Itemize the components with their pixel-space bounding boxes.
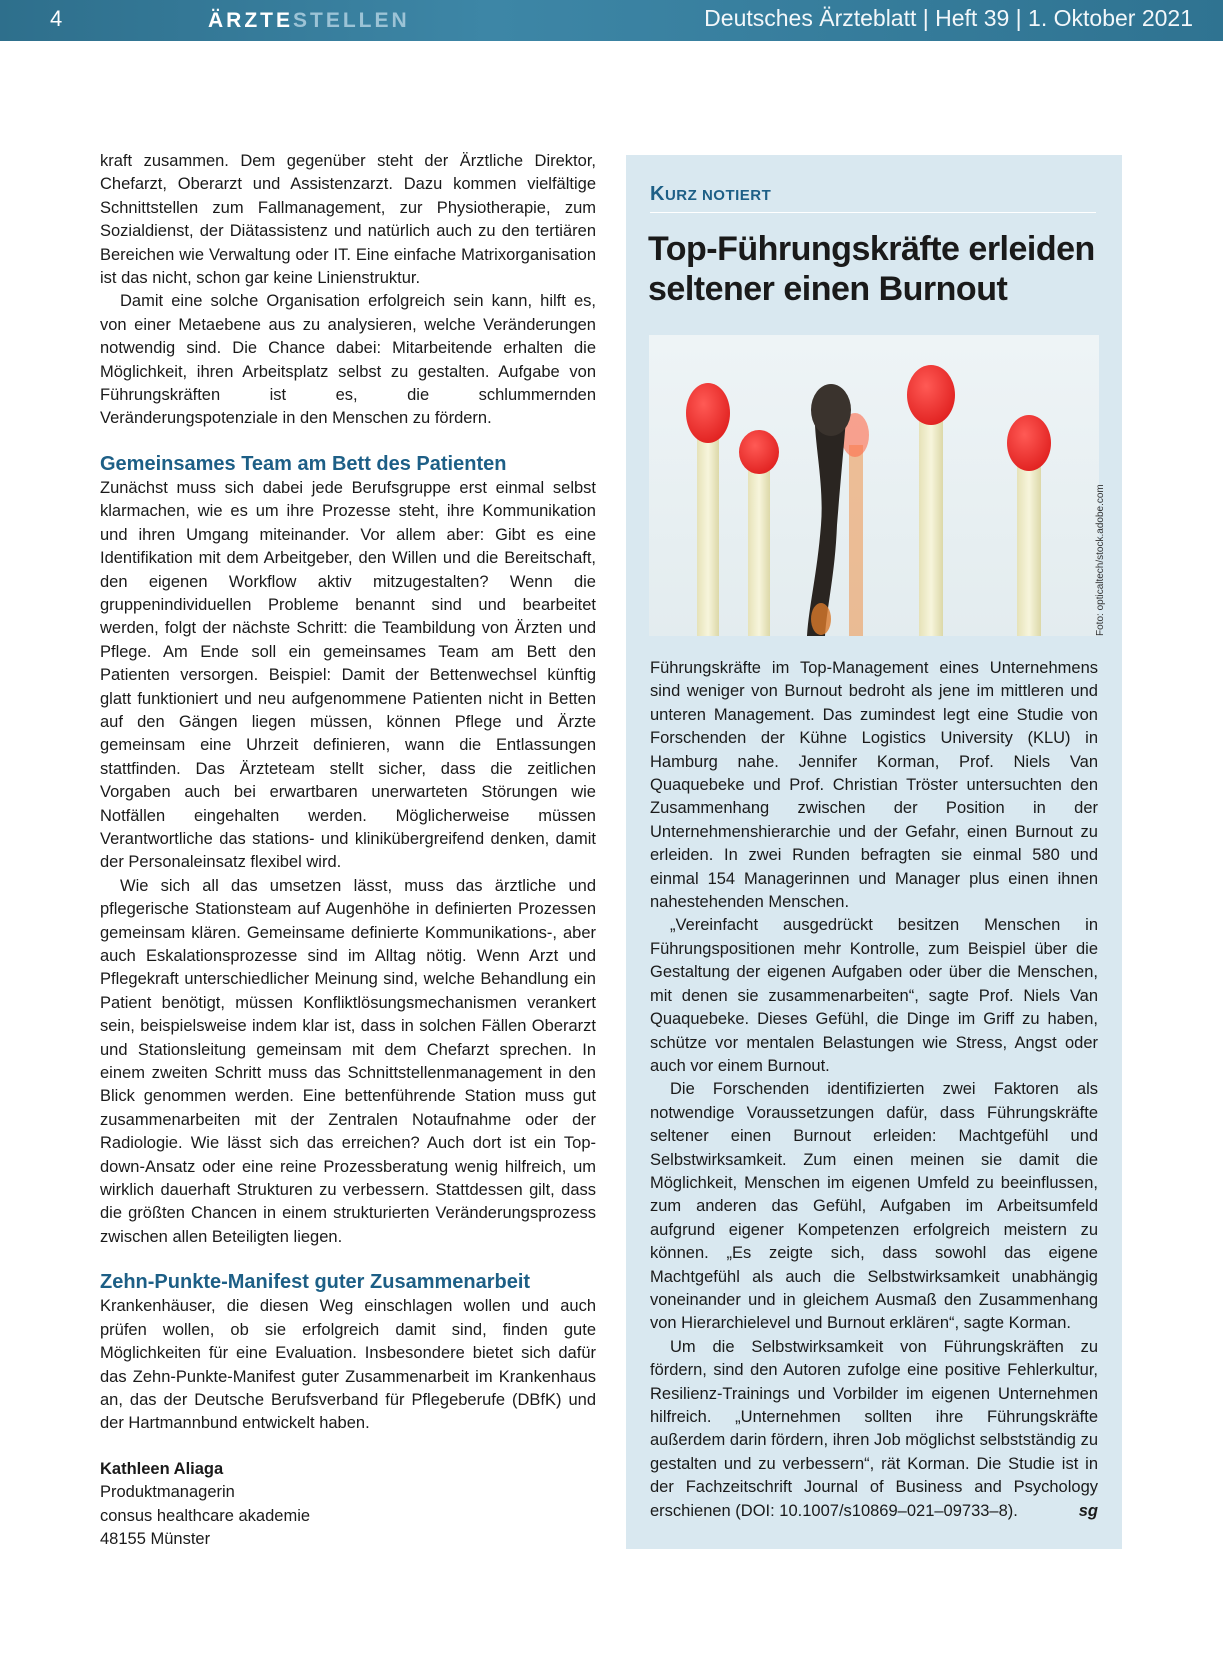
author-signature: sg	[1078, 1501, 1098, 1520]
author-city: 48155 Münster	[100, 1529, 211, 1548]
section-logo-part-a: ÄRZTE	[208, 9, 293, 32]
box-kicker	[650, 183, 1096, 213]
subheading: Gemeinsames Team am Bett des Patienten	[100, 452, 507, 475]
article-paragraph: Wie sich all das umsetzen lässt, muss das ärztliche und pflegerische Stationsteam auf Augenhöhe in definierten Prozessen gemeinsam klären. Gemeinsame definierte Kommunikations-, aber auch Eskalationsprozesse sind im Alltag nötig. Wenn Arzt und Pflegekraft unterschiedlicher Meinung sind, welche Behandlung ein Patient benötigt, müssen Konfliktlösungsmechanismen verankert sein, beispielsweise indem klar ist, dass in solchen Fällen Oberarzt und Stationsleitung gemeinsam mit dem Chefarzt sprechen. In einem zweiten Schritt muss das Schnittstellenmanagement in den Blick genommen werden. Eine bettenführende Station muss gut zusammenarbeiten mit der Zentralen Notaufnahme oder der Radiologie. Wie lässt sich das erreichen? Auch dort ist ein Top-down-Ansatz oder eine reine Prozessberatung wenig hilfreich, um wirklich dauerhaft Strukturen zu verbessern. Stattdessen gilt, dass die größten Chancen in einem strukturierten Veränderungsprozess zwischen allen Beteiligten liegen.	[100, 876, 596, 1246]
author-name: Kathleen Aliaga	[100, 1459, 224, 1478]
section-logo	[208, 9, 410, 33]
box-headline: Top-Führungskräfte erleiden seltener einen Burnout	[648, 230, 1095, 308]
sidebar-box	[626, 155, 1122, 1549]
journal-issue: Deutsches Ärzteblatt | Heft 39 | 1. Oktober 2021	[704, 5, 1193, 31]
kicker-rest: URZ NOTIERT	[664, 187, 772, 204]
author-block	[100, 1458, 596, 1552]
matches-illustration	[649, 335, 1099, 636]
box-paragraph-text: Um die Selbstwirksamkeit von Führungskräften zu fördern, sind den Autoren zufolge eine positive Fehlerkultur, Resilienz-Trainings und Vorbilder im eigenen Unternehmen hilfreich. „Unternehmen sollten ihre Führungskräfte außerdem darin fördern, ihren Job möglichst selbstständig zu gestalten und zu verbessern“, rät Korman. Die Studie ist in der Fachzeitschrift Journal of Business and Psychology erschienen (DOI: 10.1007/s10869–021–09733–8).	[650, 1337, 1098, 1520]
section-logo-part-b: STELLEN	[293, 9, 410, 32]
author-organization: consus healthcare akademie	[100, 1506, 311, 1525]
article-paragraph: Zunächst muss sich dabei jede Berufsgruppe erst einmal selbst klarmachen, wie es um ihre Prozesse steht, ihre Kommunikation und ihren Umgang miteinander. Vor allem aber: Gibt es eine Identifikation mit dem Arbeitgeber, den Willen und die Bereitschaft, den eigenen Workflow aktiv mitzugestalten? Wenn die gruppenindividuellen Probleme benannt sind und bearbeitet werden, folgt der nächste Schritt: die Teambildung von Ärzten und Pflege. Am Ende soll ein gemeinsames Team am Bett den Patienten versorgen. Beispiel: Damit der Bettenwechsel künftig glatt funktioniert und neu aufgenommene Patienten nicht in Betten auf den Gängen liegen müssen, können Pflege und Ärzte gemeinsam eine Uhrzeit definieren, wann die Entlassungen stattfinden. Das Ärzteteam stellt sicher, dass die zeitlichen Vorgaben auch bei erwartbaren unerwarteten Störungen wie Notfällen eingehalten werden. Möglicherweise müssen Verantwortliche das stations- und klinikübergreifend denken, damit der Personaleinsatz flexibel wird.	[100, 478, 596, 872]
box-paragraph: Führungskräfte im Top-Management eines Unternehmens sind weniger von Burnout bedroht als jene im mittleren und unteren Management. Das zumindest legt eine Studie von Forschenden der Kühne Logistics University (KLU) in Hamburg nahe. Jennifer Korman, Prof. Niels Van Quaquebeke und Prof. Christian Tröster untersuchten den Zusammenhang zwischen der Position in der Unternehmenshierarchie und der Gefahr, einen Burnout zu erleiden. In zwei Runden befragten sie einmal 580 und einmal 154 Managerinnen und Manager plus einen ihnen nahestehenden Menschen.	[650, 659, 1098, 912]
page-number: 4	[50, 6, 63, 31]
author-role: Produktmanagerin	[100, 1483, 235, 1502]
box-paragraph	[650, 1336, 1098, 1523]
article-paragraph: Krankenhäuser, die diesen Weg einschlagen wollen und auch prüfen wollen, ob sie erfolgreich damit sind, finden gute Möglichkeiten für eine Evaluation. Insbesondere bietet sich dafür das Zehn-Punkte-Manifest guter Zusammenarbeit im Krankenhaus an, das der Deutsche Berufsverband für Pflegeberufe (DBfK) und der Hartmannbund entwickelt haben.	[100, 1297, 596, 1433]
kicker-initial: K	[650, 183, 665, 205]
subheading: Zehn-Punkte-Manifest guter Zusammenarbeit	[100, 1271, 531, 1294]
article-paragraph: kraft zusammen. Dem gegenüber steht der Ärztliche Direktor, Chefarzt, Oberarzt und Assistenzarzt. Dazu kommen vielfältige Schnittstellen zum Fallmanagement, zur Physiotherapie, zum Sozialdienst, der Diätassistenz und natürlich auch zu den tertiären Bereichen wie Verwaltung oder IT. Eine einfache Matrixorganisation ist das nicht, schon gar keine Linienstruktur.	[100, 152, 596, 288]
page-header	[0, 0, 1223, 41]
box-paragraph: „Vereinfacht ausgedrückt besitzen Menschen in Führungspositionen mehr Kontrolle, zum Beispiel über die Gestaltung der eigenen Aufgaben oder über die Menschen, mit denen sie zusammenarbeiten“, sagte Prof. Niels Van Quaquebeke. Dieses Gefühl, die Dinge im Griff zu haben, schütze vor mentalen Belastungen wie Stress, Angst oder auch vor einem Burnout.	[650, 916, 1098, 1075]
article-paragraph: Damit eine solche Organisation erfolgreich sein kann, hilft es, von einer Metaebene aus zu analysieren, welche Veränderungen notwendig sind. Die Chance dabei: Mitarbeitende erhalten die Möglichkeit, ihren Arbeitsplatz selbst zu gestalten. Aufgabe von Führungskräften ist es, die schlummernden Veränderungspotenziale in den Menschen zu fördern.	[100, 292, 596, 428]
box-paragraph: Die Forschenden identifizierten zwei Faktoren als notwendige Voraussetzungen dafür, dass Führungskräfte seltener einen Burnout erleiden: Machtgefühl und Selbstwirksamkeit. Zum einen meinen sie damit die Möglichkeit, Menschen im eigenen Umfeld zu beeinflussen, zum anderen das Gefühl, Aufgaben im Arbeitsumfeld aufgrund eigener Kompetenzen erfolgreich meistern zu können. „Es zeigte sich, dass sowohl das eigene Machtgefühl als auch die Selbstwirksamkeit unabhängig voneinander und in gleichem Ausmaß den Zusammenhang von Hierarchielevel und Burnout erklären“, sagte Korman.	[650, 1080, 1098, 1333]
photo-credit: Foto: opticaltech/stock.adobe.com	[1095, 484, 1106, 636]
main-article-column	[100, 150, 596, 1551]
matches-photo	[649, 335, 1099, 636]
box-body	[650, 657, 1098, 1523]
